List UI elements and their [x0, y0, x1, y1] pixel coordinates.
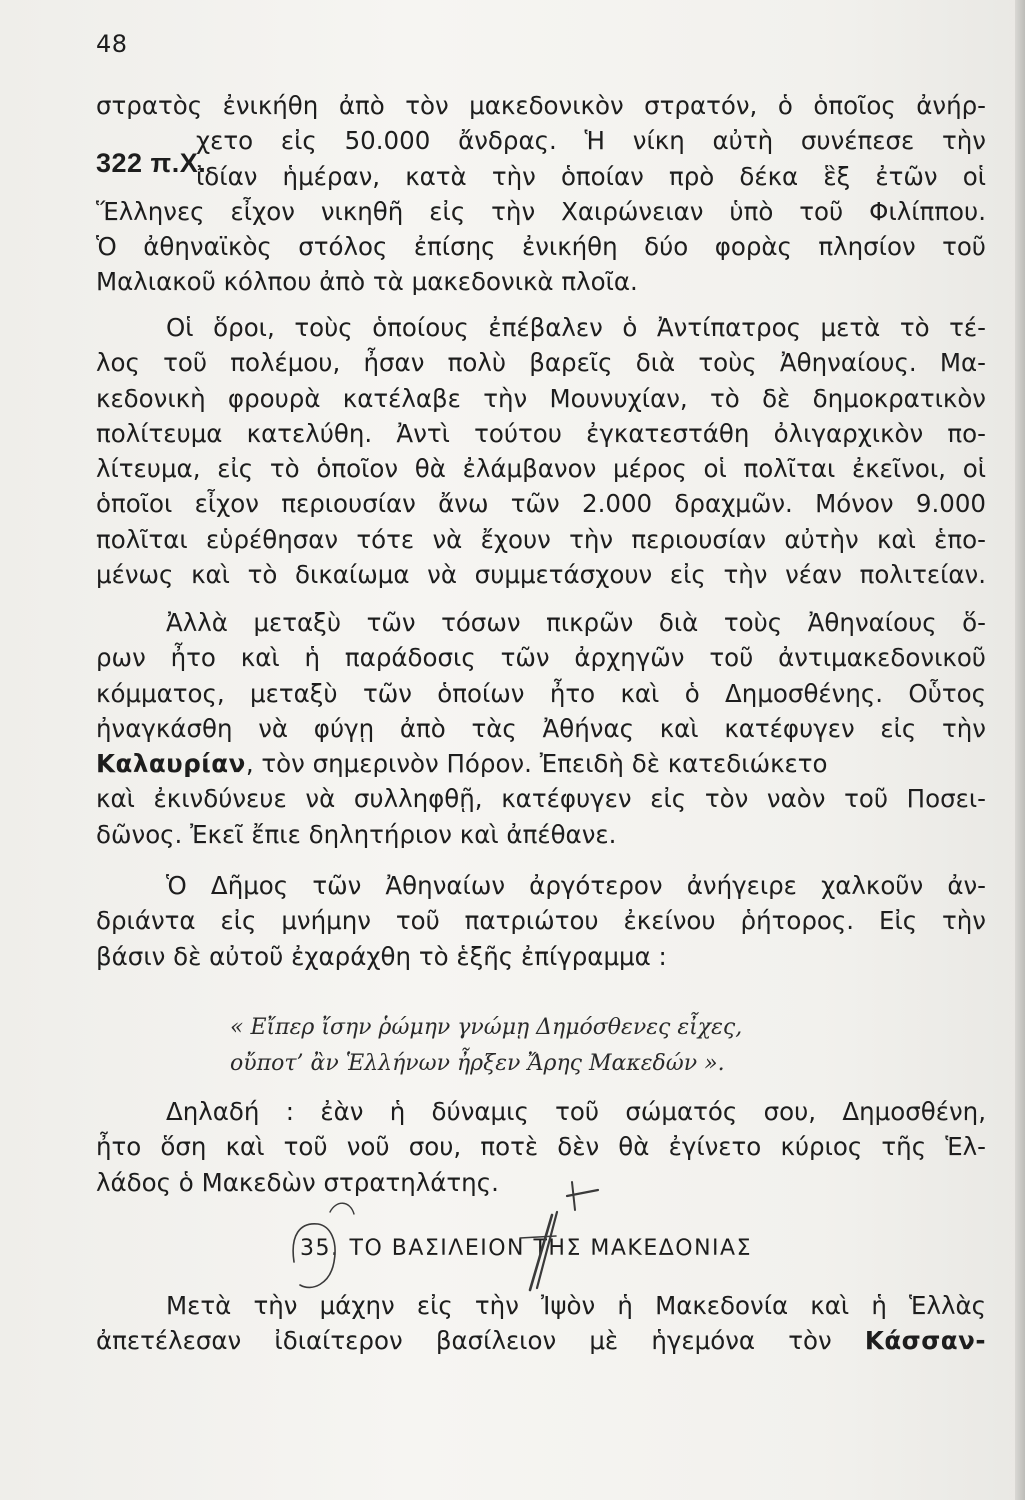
- epigram-line: « Εἴπερ ἴσην ῥώμην γνώμῃ Δημόσθενες εἶχες,: [230, 1015, 743, 1040]
- place-name-kalauria: Καλαυρίαν: [96, 749, 246, 779]
- text-line-kassandros: [96, 1323, 986, 1358]
- text-line: Μετὰ τὴν μάχην εἰς τὴν Ἰψὸν ἡ Μακεδονία καὶ ἡ Ἑλλὰς: [166, 1291, 986, 1320]
- text-line: μένως καὶ τὸ δικαίωμα νὰ συμμετάσχουν εἰς τὴν νέαν πολιτείαν.: [96, 560, 986, 590]
- section-title: ΤΟ ΒΑΣΙΛΕΙΟΝ ΤΗΣ ΜΑΚΕΔΟΝΙΑΣ: [349, 1236, 752, 1261]
- section-heading: [300, 1236, 752, 1261]
- text-line: λάδος ὁ Μακεδὼν στρατηλάτης.: [96, 1167, 499, 1197]
- text-line: κεδονικὴ φρουρὰ κατέλαβε τὴν Μουνυχίαν, τὸ δὲ δημοκρατικὸν: [96, 383, 986, 413]
- pencil-loop-mark: [330, 1203, 354, 1214]
- paragraph-translation: [96, 1094, 986, 1200]
- text-line: Ὁ ἀθηναϊκὸς στόλος ἐπίσης ἐνικήθη δύο φορὰς πλησίον τοῦ: [96, 232, 986, 262]
- text-line: ρων ἦτο καὶ ἡ παράδοσις τῶν ἀρχηγῶν τοῦ ἀντιμακεδονικοῦ: [96, 643, 986, 673]
- section-number: 35.: [300, 1236, 340, 1261]
- margin-date-note: 322 π.Χ.: [96, 148, 207, 178]
- text-line: ἦτο ὅση καὶ τοῦ νοῦ σου, ποτὲ δὲν θὰ ἐγίνετο κύριος τῆς Ἑλ-: [96, 1132, 986, 1162]
- epigram: [230, 1010, 870, 1082]
- paragraph-terms: [96, 310, 986, 592]
- text-line: Ἀλλὰ μεταξὺ τῶν τόσων πικρῶν διὰ τοὺς Ἀθηναίους ὅ-: [166, 608, 986, 637]
- text-line: βάσιν δὲ αὐτοῦ ἐχαράχθη τὸ ἑξῆς ἐπίγραμμα :: [96, 941, 667, 971]
- text-line: ἰδίαν ἡμέραν, κατὰ τὴν ὁποίαν πρὸ δέκα ἓξ ἐτῶν οἱ: [196, 161, 986, 191]
- text-line: Δηλαδή : ἐὰν ἡ δύναμις τοῦ σώματός σου, Δημοσθένη,: [166, 1097, 986, 1126]
- page-edge: [1015, 0, 1025, 1500]
- text-line: λος τοῦ πολέμου, ἦσαν πολὺ βαρεῖς διὰ τοὺς Ἀθηναίους. Μα-: [96, 348, 986, 378]
- text-line: Ὁ Δῆμος τῶν Ἀθηναίων ἀργότερον ἀνήγειρε χαλκοῦν ἀν-: [166, 871, 986, 900]
- paragraph-battle: [96, 88, 986, 300]
- text-line: ὁποῖοι εἶχον περιουσίαν ἄνω τῶν 2.000 δραχμῶν. Μόνον 9.000: [96, 489, 986, 519]
- text-line: στρατὸς ἐνικήθη ἀπὸ τὸν μακεδονικὸν στρατόν, ὁ ὁποῖος ἀνήρ-: [96, 91, 986, 120]
- text-line: πολίτευμα κατελύθη. Ἀντὶ τούτου ἐγκατεστάθη ὀλιγαρχικὸν πο-: [96, 418, 986, 448]
- paragraph-statue: [96, 868, 986, 974]
- text-line: χετο εἰς 50.000 ἄνδρας. Ἡ νίκη αὐτὴ συνέπεσε τὴν: [196, 126, 986, 156]
- text-line: πολῖται εὑρέθησαν τότε νὰ ἔχουν τὴν περιουσίαν αὐτὴν καὶ ἑπο-: [96, 524, 986, 554]
- text-line-kalauria: [96, 746, 986, 781]
- person-name-kassandros: Κάσσαν-: [864, 1326, 986, 1356]
- text-fragment: ἀπετέλεσαν ἰδιαίτερον βασίλειον μὲ ἡγεμόνα τὸν: [96, 1326, 865, 1356]
- text-line: Οἱ ὅροι, τοὺς ὁποίους ἐπέβαλεν ὁ Ἀντίπατρος μετὰ τὸ τέ-: [166, 313, 986, 342]
- text-line: δῶνος. Ἐκεῖ ἔπιε δηλητήριον καὶ ἀπέθανε.: [96, 819, 617, 849]
- text-fragment: , τὸν σημερινὸν Πόρον. Ἐπειδὴ δὲ κατεδιώκετο: [245, 749, 828, 779]
- text-line: Ἕλληνες εἶχον νικηθῆ εἰς τὴν Χαιρώνειαν ὑπὸ τοῦ Φιλίππου.: [96, 196, 986, 226]
- text-line: Μαλιακοῦ κόλπου ἀπὸ τὰ μακεδονικὰ πλοῖα.: [96, 267, 638, 297]
- paragraph-kingdom: [96, 1288, 986, 1359]
- text-line: λίτευμα, εἰς τὸ ὁποῖον θὰ ἐλάμβανον μέρος οἱ πολῖται ἐκεῖνοι, οἱ: [96, 454, 986, 484]
- text-line: ἠναγκάσθη νὰ φύγῃ ἀπὸ τὰς Ἀθήνας καὶ κατέφυγεν εἰς τὴν: [96, 713, 986, 743]
- paragraph-demosthenes: [96, 605, 986, 852]
- text-line: καὶ ἐκινδύνευε νὰ συλληφθῇ, κατέφυγεν εἰς τὸν ναὸν τοῦ Ποσει-: [96, 784, 986, 814]
- text-line: δριάντα εἰς μνήμην τοῦ πατριώτου ἐκείνου ῥήτορος. Εἰς τὴν: [96, 906, 986, 936]
- text-line: κόμματος, μεταξὺ τῶν ὁποίων ἦτο καὶ ὁ Δημοσθένης. Οὗτος: [96, 678, 986, 708]
- epigram-line: οὔποτ’ ἂν Ἑλλήνων ἦρξεν Ἄρης Μακεδών ».: [230, 1051, 725, 1076]
- page-number: 48: [96, 30, 128, 58]
